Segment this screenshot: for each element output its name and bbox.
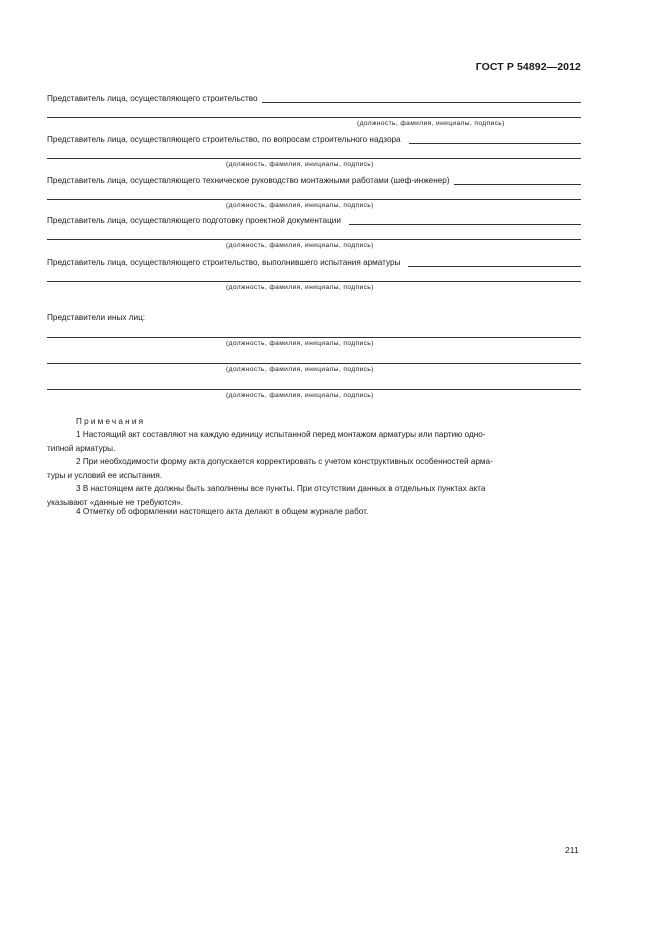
- note-line: типной арматуры.: [47, 443, 116, 453]
- signature-caption: (должность, фамилия, инициалы, подпись): [357, 120, 505, 127]
- page-number: 211: [565, 845, 579, 855]
- signature-caption: (должность, фамилия, инициалы, подпись): [226, 242, 374, 249]
- signature-label: Представитель лица, осуществляющего подготовку проектной документации: [47, 216, 341, 225]
- signature-line[interactable]: [47, 281, 581, 282]
- signature-caption: (должность, фамилия, инициалы, подпись): [226, 202, 374, 209]
- signature-field[interactable]: [409, 135, 581, 144]
- signature-line[interactable]: [47, 199, 581, 200]
- signature-line[interactable]: [47, 117, 581, 118]
- signature-row: [47, 133, 581, 144]
- signature-row: [47, 214, 581, 225]
- signature-row: [47, 92, 581, 103]
- notes-title: Примечания: [76, 417, 146, 426]
- signature-caption: (должность, фамилия, инициалы, подпись): [226, 284, 374, 291]
- note-item: [47, 428, 581, 455]
- note-line: 2 При необходимости форму акта допускается корректировать с учетом конструктивных особенностей арма-: [76, 457, 493, 466]
- note-line: 1 Настоящий акт составляют на каждую единицу испытанной перед монтажом арматуры или партию одно-: [76, 430, 486, 439]
- signature-caption: (должность, фамилия, инициалы, подпись): [226, 161, 374, 168]
- signature-line[interactable]: [47, 363, 581, 364]
- note-item: [47, 505, 581, 519]
- signature-line[interactable]: [47, 337, 581, 338]
- note-line: 4 Отметку об оформлении настоящего акта делают в общем журнале работ.: [76, 507, 369, 516]
- signature-caption: (должность, фамилия, инициалы, подпись): [226, 340, 374, 347]
- signature-row: [47, 174, 581, 185]
- other-parties-label: Представители иных лиц:: [47, 313, 146, 322]
- note-item: [47, 455, 581, 482]
- signature-field[interactable]: [262, 94, 581, 103]
- signature-label: Представитель лица, осуществляющего техническое руководство монтажными работами (шеф-инженер): [47, 176, 450, 185]
- signature-field[interactable]: [408, 258, 581, 267]
- signature-label: Представитель лица, осуществляющего строительство, выполнившего испытания арматуры: [47, 258, 401, 267]
- note-line: 3 В настоящем акте должны быть заполнены все пункты. При отсутствии данных в отдельных пунктах акта: [76, 484, 486, 493]
- signature-label: Представитель лица, осуществляющего строительство: [47, 94, 258, 103]
- note-line: туры и условий ее испытания.: [47, 470, 163, 480]
- note-line: указывают «данные не требуются».: [47, 497, 184, 507]
- signature-caption: (должность, фамилия, инициалы, подпись): [226, 392, 374, 399]
- signature-field[interactable]: [454, 176, 581, 185]
- signature-label: Представитель лица, осуществляющего строительство, по вопросам строительного надзора: [47, 135, 401, 144]
- signature-caption: (должность, фамилия, инициалы, подпись): [226, 366, 374, 373]
- signature-line[interactable]: [47, 158, 581, 159]
- signature-field[interactable]: [349, 216, 581, 225]
- standard-code: ГОСТ Р 54892—2012: [475, 61, 581, 73]
- signature-line[interactable]: [47, 239, 581, 240]
- signature-row: [47, 256, 581, 267]
- signature-line[interactable]: [47, 389, 581, 390]
